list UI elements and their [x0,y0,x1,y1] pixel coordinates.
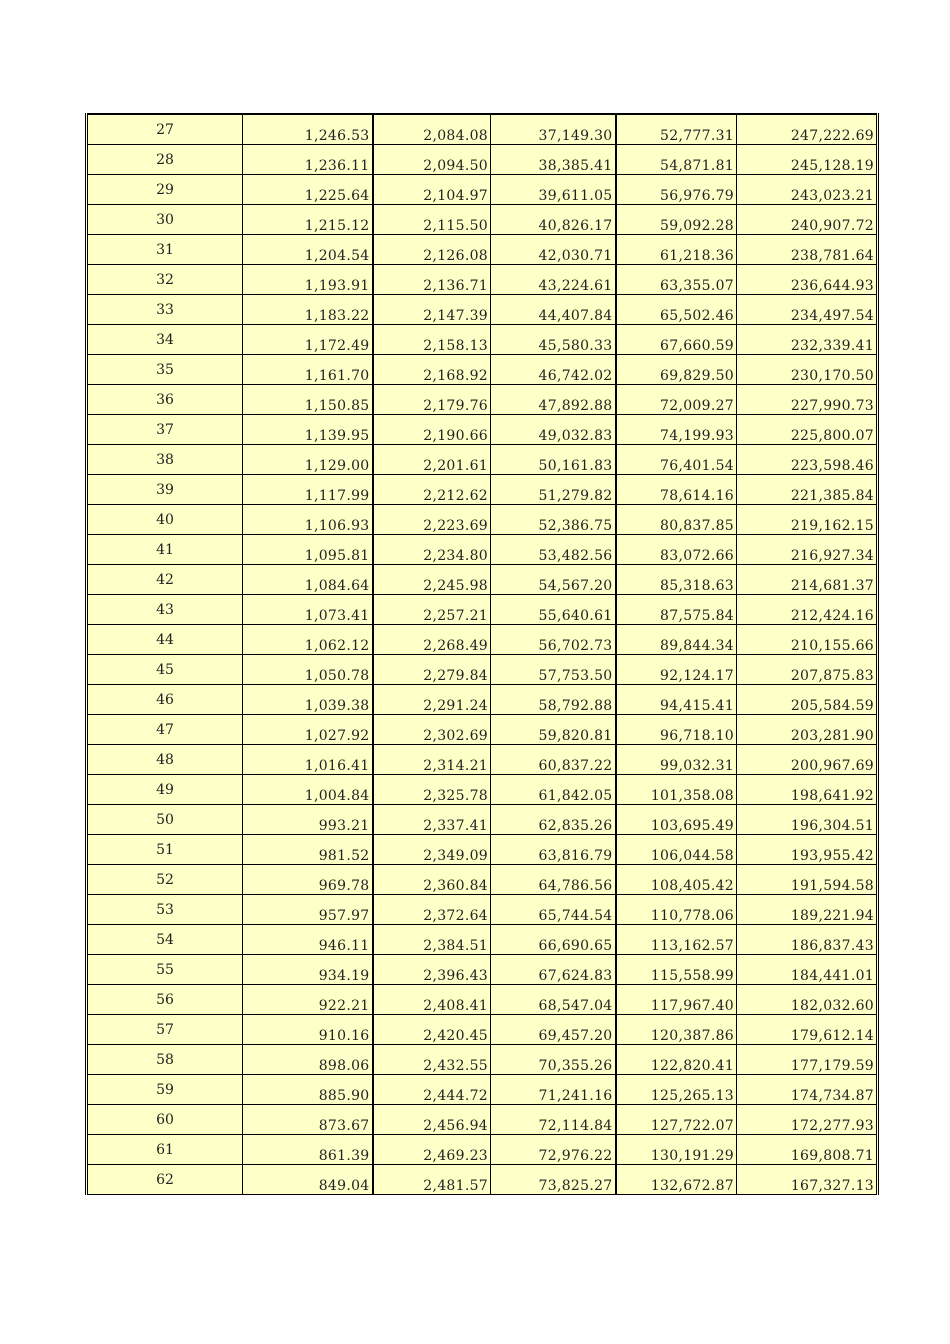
balance-cell: 225,800.07 [737,414,878,444]
period-cell: 45 [87,654,243,684]
cumulative-principal-cell: 103,695.49 [616,804,737,834]
cumulative-interest-cell: 64,786.56 [491,864,616,894]
principal-cell: 2,212.62 [373,474,491,504]
interest-cell: 1,204.54 [243,234,373,264]
cumulative-interest-cell: 53,482.56 [491,534,616,564]
principal-cell: 2,279.84 [373,654,491,684]
interest-cell: 981.52 [243,834,373,864]
cumulative-interest-cell: 52,386.75 [491,504,616,534]
cumulative-interest-cell: 43,224.61 [491,264,616,294]
interest-cell: 885.90 [243,1074,373,1104]
cumulative-interest-cell: 61,842.05 [491,774,616,804]
balance-cell: 245,128.19 [737,144,878,174]
period-cell: 44 [87,624,243,654]
table-row [87,294,878,324]
cumulative-interest-cell: 55,640.61 [491,594,616,624]
cumulative-principal-cell: 83,072.66 [616,534,737,564]
cumulative-principal-cell: 61,218.36 [616,234,737,264]
interest-cell: 957.97 [243,894,373,924]
cumulative-principal-cell: 106,044.58 [616,834,737,864]
balance-cell: 243,023.21 [737,174,878,204]
interest-cell: 1,129.00 [243,444,373,474]
period-cell: 46 [87,684,243,714]
cumulative-principal-cell: 122,820.41 [616,1044,737,1074]
cumulative-interest-cell: 42,030.71 [491,234,616,264]
cumulative-principal-cell: 80,837.85 [616,504,737,534]
interest-cell: 1,039.38 [243,684,373,714]
table-row [87,444,878,474]
interest-cell: 1,172.49 [243,324,373,354]
interest-cell: 910.16 [243,1014,373,1044]
principal-cell: 2,223.69 [373,504,491,534]
cumulative-principal-cell: 101,358.08 [616,774,737,804]
balance-cell: 212,424.16 [737,594,878,624]
interest-cell: 993.21 [243,804,373,834]
principal-cell: 2,432.55 [373,1044,491,1074]
principal-cell: 2,408.41 [373,984,491,1014]
principal-cell: 2,314.21 [373,744,491,774]
balance-cell: 247,222.69 [737,114,878,144]
interest-cell: 934.19 [243,954,373,984]
period-cell: 56 [87,984,243,1014]
cumulative-principal-cell: 113,162.57 [616,924,737,954]
cumulative-principal-cell: 54,871.81 [616,144,737,174]
table-row [87,624,878,654]
interest-cell: 1,050.78 [243,654,373,684]
principal-cell: 2,234.80 [373,534,491,564]
period-cell: 35 [87,354,243,384]
period-cell: 30 [87,204,243,234]
table-row [87,534,878,564]
cumulative-principal-cell: 99,032.31 [616,744,737,774]
interest-cell: 1,225.64 [243,174,373,204]
table-row [87,954,878,984]
period-cell: 40 [87,504,243,534]
period-cell: 34 [87,324,243,354]
period-cell: 31 [87,234,243,264]
balance-cell: 223,598.46 [737,444,878,474]
period-cell: 29 [87,174,243,204]
interest-cell: 1,246.53 [243,114,373,144]
balance-cell: 167,327.13 [737,1164,878,1194]
principal-cell: 2,126.08 [373,234,491,264]
principal-cell: 2,115.50 [373,204,491,234]
period-cell: 36 [87,384,243,414]
period-cell: 37 [87,414,243,444]
cumulative-interest-cell: 67,624.83 [491,954,616,984]
interest-cell: 1,236.11 [243,144,373,174]
principal-cell: 2,179.76 [373,384,491,414]
interest-cell: 873.67 [243,1104,373,1134]
balance-cell: 232,339.41 [737,324,878,354]
balance-cell: 219,162.15 [737,504,878,534]
period-cell: 61 [87,1134,243,1164]
interest-cell: 1,004.84 [243,774,373,804]
interest-cell: 898.06 [243,1044,373,1074]
cumulative-principal-cell: 63,355.07 [616,264,737,294]
cumulative-principal-cell: 92,124.17 [616,654,737,684]
cumulative-principal-cell: 132,672.87 [616,1164,737,1194]
cumulative-principal-cell: 76,401.54 [616,444,737,474]
amortization-table [85,113,879,1195]
balance-cell: 191,594.58 [737,864,878,894]
cumulative-interest-cell: 47,892.88 [491,384,616,414]
table-row [87,924,878,954]
interest-cell: 1,106.93 [243,504,373,534]
period-cell: 28 [87,144,243,174]
principal-cell: 2,372.64 [373,894,491,924]
period-cell: 50 [87,804,243,834]
table-row [87,354,878,384]
principal-cell: 2,147.39 [373,294,491,324]
balance-cell: 240,907.72 [737,204,878,234]
cumulative-interest-cell: 38,385.41 [491,144,616,174]
interest-cell: 1,161.70 [243,354,373,384]
principal-cell: 2,257.21 [373,594,491,624]
principal-cell: 2,245.98 [373,564,491,594]
table-row [87,834,878,864]
cumulative-interest-cell: 40,826.17 [491,204,616,234]
cumulative-interest-cell: 69,457.20 [491,1014,616,1044]
cumulative-principal-cell: 72,009.27 [616,384,737,414]
period-cell: 41 [87,534,243,564]
table-row [87,594,878,624]
cumulative-principal-cell: 110,778.06 [616,894,737,924]
balance-cell: 193,955.42 [737,834,878,864]
principal-cell: 2,190.66 [373,414,491,444]
balance-cell: 227,990.73 [737,384,878,414]
cumulative-interest-cell: 46,742.02 [491,354,616,384]
balance-cell: 186,837.43 [737,924,878,954]
principal-cell: 2,168.92 [373,354,491,384]
cumulative-principal-cell: 120,387.86 [616,1014,737,1044]
period-cell: 32 [87,264,243,294]
interest-cell: 1,016.41 [243,744,373,774]
interest-cell: 1,150.85 [243,384,373,414]
principal-cell: 2,268.49 [373,624,491,654]
period-cell: 60 [87,1104,243,1134]
table-row [87,654,878,684]
balance-cell: 205,584.59 [737,684,878,714]
table-row [87,504,878,534]
cumulative-interest-cell: 63,816.79 [491,834,616,864]
table-row [87,384,878,414]
cumulative-principal-cell: 96,718.10 [616,714,737,744]
period-cell: 47 [87,714,243,744]
period-cell: 43 [87,594,243,624]
cumulative-interest-cell: 45,580.33 [491,324,616,354]
cumulative-principal-cell: 59,092.28 [616,204,737,234]
table-row [87,1134,878,1164]
cumulative-principal-cell: 78,614.16 [616,474,737,504]
table-row [87,744,878,774]
interest-cell: 1,027.92 [243,714,373,744]
principal-cell: 2,104.97 [373,174,491,204]
interest-cell: 1,193.91 [243,264,373,294]
balance-cell: 172,277.93 [737,1104,878,1134]
table-row [87,474,878,504]
table-row [87,774,878,804]
balance-cell: 210,155.66 [737,624,878,654]
cumulative-interest-cell: 59,820.81 [491,714,616,744]
table-row [87,804,878,834]
principal-cell: 2,094.50 [373,144,491,174]
balance-cell: 216,927.34 [737,534,878,564]
period-cell: 51 [87,834,243,864]
principal-cell: 2,136.71 [373,264,491,294]
cumulative-interest-cell: 71,241.16 [491,1074,616,1104]
cumulative-principal-cell: 56,976.79 [616,174,737,204]
balance-cell: 189,221.94 [737,894,878,924]
interest-cell: 1,095.81 [243,534,373,564]
principal-cell: 2,456.94 [373,1104,491,1134]
period-cell: 48 [87,744,243,774]
table-row [87,1164,878,1194]
cumulative-principal-cell: 69,829.50 [616,354,737,384]
balance-cell: 234,497.54 [737,294,878,324]
table-row [87,264,878,294]
principal-cell: 2,302.69 [373,714,491,744]
cumulative-interest-cell: 68,547.04 [491,984,616,1014]
principal-cell: 2,420.45 [373,1014,491,1044]
principal-cell: 2,444.72 [373,1074,491,1104]
balance-cell: 207,875.83 [737,654,878,684]
table-row [87,204,878,234]
interest-cell: 1,215.12 [243,204,373,234]
cumulative-principal-cell: 89,844.34 [616,624,737,654]
table-row [87,864,878,894]
table-row [87,174,878,204]
balance-cell: 198,641.92 [737,774,878,804]
period-cell: 49 [87,774,243,804]
cumulative-interest-cell: 57,753.50 [491,654,616,684]
interest-cell: 849.04 [243,1164,373,1194]
cumulative-principal-cell: 85,318.63 [616,564,737,594]
cumulative-interest-cell: 72,114.84 [491,1104,616,1134]
balance-cell: 174,734.87 [737,1074,878,1104]
period-cell: 33 [87,294,243,324]
cumulative-principal-cell: 130,191.29 [616,1134,737,1164]
cumulative-interest-cell: 72,976.22 [491,1134,616,1164]
balance-cell: 200,967.69 [737,744,878,774]
table-row [87,1104,878,1134]
cumulative-interest-cell: 44,407.84 [491,294,616,324]
period-cell: 59 [87,1074,243,1104]
principal-cell: 2,291.24 [373,684,491,714]
period-cell: 39 [87,474,243,504]
table-row [87,714,878,744]
cumulative-interest-cell: 62,835.26 [491,804,616,834]
balance-cell: 238,781.64 [737,234,878,264]
cumulative-principal-cell: 87,575.84 [616,594,737,624]
cumulative-interest-cell: 39,611.05 [491,174,616,204]
period-cell: 58 [87,1044,243,1074]
period-cell: 42 [87,564,243,594]
period-cell: 62 [87,1164,243,1194]
principal-cell: 2,325.78 [373,774,491,804]
cumulative-principal-cell: 117,967.40 [616,984,737,1014]
balance-cell: 221,385.84 [737,474,878,504]
principal-cell: 2,201.61 [373,444,491,474]
balance-cell: 179,612.14 [737,1014,878,1044]
table-body [87,114,878,1194]
interest-cell: 969.78 [243,864,373,894]
cumulative-principal-cell: 52,777.31 [616,114,737,144]
period-cell: 55 [87,954,243,984]
cumulative-interest-cell: 50,161.83 [491,444,616,474]
principal-cell: 2,469.23 [373,1134,491,1164]
interest-cell: 861.39 [243,1134,373,1164]
interest-cell: 1,183.22 [243,294,373,324]
table-row [87,564,878,594]
cumulative-interest-cell: 73,825.27 [491,1164,616,1194]
cumulative-interest-cell: 37,149.30 [491,114,616,144]
cumulative-interest-cell: 65,744.54 [491,894,616,924]
interest-cell: 1,073.41 [243,594,373,624]
cumulative-principal-cell: 127,722.07 [616,1104,737,1134]
principal-cell: 2,360.84 [373,864,491,894]
balance-cell: 214,681.37 [737,564,878,594]
cumulative-interest-cell: 51,279.82 [491,474,616,504]
table-row [87,984,878,1014]
principal-cell: 2,084.08 [373,114,491,144]
balance-cell: 203,281.90 [737,714,878,744]
cumulative-interest-cell: 60,837.22 [491,744,616,774]
cumulative-principal-cell: 67,660.59 [616,324,737,354]
principal-cell: 2,384.51 [373,924,491,954]
principal-cell: 2,481.57 [373,1164,491,1194]
balance-cell: 177,179.59 [737,1044,878,1074]
cumulative-interest-cell: 54,567.20 [491,564,616,594]
cumulative-principal-cell: 74,199.93 [616,414,737,444]
cumulative-interest-cell: 66,690.65 [491,924,616,954]
cumulative-interest-cell: 58,792.88 [491,684,616,714]
balance-cell: 184,441.01 [737,954,878,984]
table-row [87,324,878,354]
table-row [87,114,878,144]
principal-cell: 2,396.43 [373,954,491,984]
table-row [87,894,878,924]
period-cell: 52 [87,864,243,894]
period-cell: 57 [87,1014,243,1044]
balance-cell: 236,644.93 [737,264,878,294]
balance-cell: 196,304.51 [737,804,878,834]
interest-cell: 1,062.12 [243,624,373,654]
period-cell: 27 [87,114,243,144]
interest-cell: 1,117.99 [243,474,373,504]
balance-cell: 182,032.60 [737,984,878,1014]
cumulative-interest-cell: 49,032.83 [491,414,616,444]
cumulative-principal-cell: 108,405.42 [616,864,737,894]
interest-cell: 922.21 [243,984,373,1014]
table-row [87,1044,878,1074]
period-cell: 38 [87,444,243,474]
cumulative-interest-cell: 56,702.73 [491,624,616,654]
table-row [87,684,878,714]
interest-cell: 1,139.95 [243,414,373,444]
period-cell: 53 [87,894,243,924]
cumulative-principal-cell: 94,415.41 [616,684,737,714]
table-row [87,234,878,264]
balance-cell: 230,170.50 [737,354,878,384]
interest-cell: 1,084.64 [243,564,373,594]
table-row [87,144,878,174]
principal-cell: 2,349.09 [373,834,491,864]
table-row [87,1014,878,1044]
principal-cell: 2,337.41 [373,804,491,834]
cumulative-principal-cell: 125,265.13 [616,1074,737,1104]
interest-cell: 946.11 [243,924,373,954]
cumulative-principal-cell: 115,558.99 [616,954,737,984]
cumulative-principal-cell: 65,502.46 [616,294,737,324]
principal-cell: 2,158.13 [373,324,491,354]
table-row [87,1074,878,1104]
period-cell: 54 [87,924,243,954]
cumulative-interest-cell: 70,355.26 [491,1044,616,1074]
balance-cell: 169,808.71 [737,1134,878,1164]
table-row [87,414,878,444]
